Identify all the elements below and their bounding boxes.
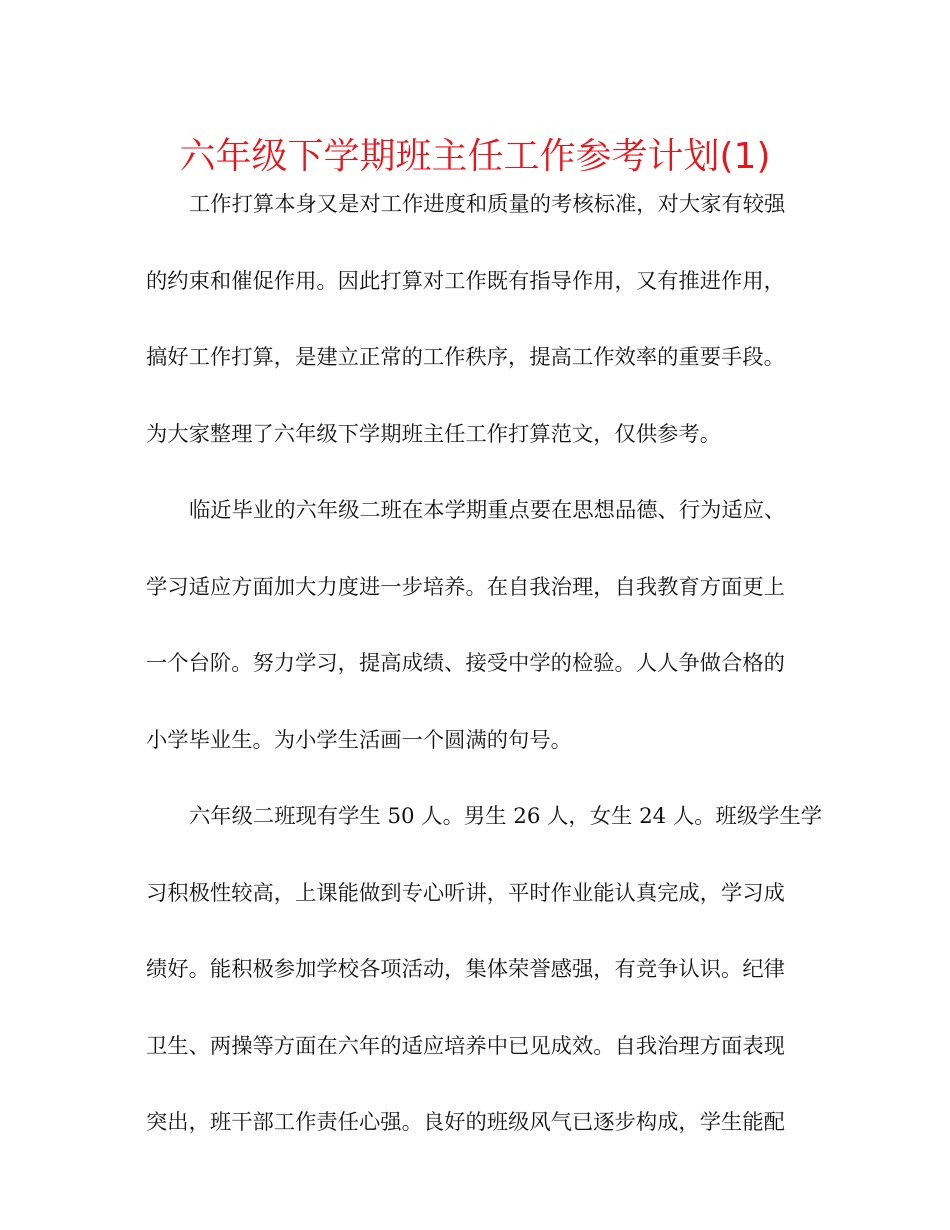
paragraph-line: 临近毕业的六年级二班在本学期重点要在思想品德、行为适应、 [189,498,786,523]
paragraph-line: 一个台阶。努力学习，提高成绩、接受中学的检验。人人争做合格的 [146,651,785,676]
paragraph-line: 习积极性较高，上课能做到专心听讲，平时作业能认真完成，学习成 [146,880,785,906]
paragraph-line: 突出，班干部工作责任心强。良好的班级风气已逐步构成，学生能配 [146,1110,785,1135]
paragraph-goals [146,492,816,760]
paragraph-line: 绩好。能积极参加学校各项活动，集体荣誉感强，有竞争认识。纪律 [146,957,785,982]
paragraph-intro [146,186,816,454]
paragraph-line: 的约束和催促作用。因此打算对工作既有指导作用，又有推进作用， [146,268,785,294]
paragraph-line: 学习适应方面加大力度进一步培养。在自我治理，自我教育方面更上 [146,574,785,600]
paragraph-line: 搞好工作打算，是建立正常的工作秩序，提高工作效率的重要手段。 [146,345,785,370]
paragraph-line: 卫生、两操等方面在六年的适应培养中已见成效。自我治理方面表现 [146,1033,785,1059]
paragraph-class-status [146,798,823,1142]
paragraph-line: 小学毕业生。为小学生活画一个圆满的句号。 [146,727,572,753]
paragraph-line: 工作打算本身又是对工作进度和质量的考核标准，对大家有较强 [189,192,786,217]
document-title: 六年级下学期班主任工作参考计划(1) [179,136,771,177]
paragraph-line: 为大家整理了六年级下学期班主任工作打算范文，仅供参考。 [146,421,722,447]
document-body [146,186,823,1181]
paragraph-line: 六年级二班现有学生 50 人。男生 26 人，女生 24 人。班级学生学 [189,804,823,829]
